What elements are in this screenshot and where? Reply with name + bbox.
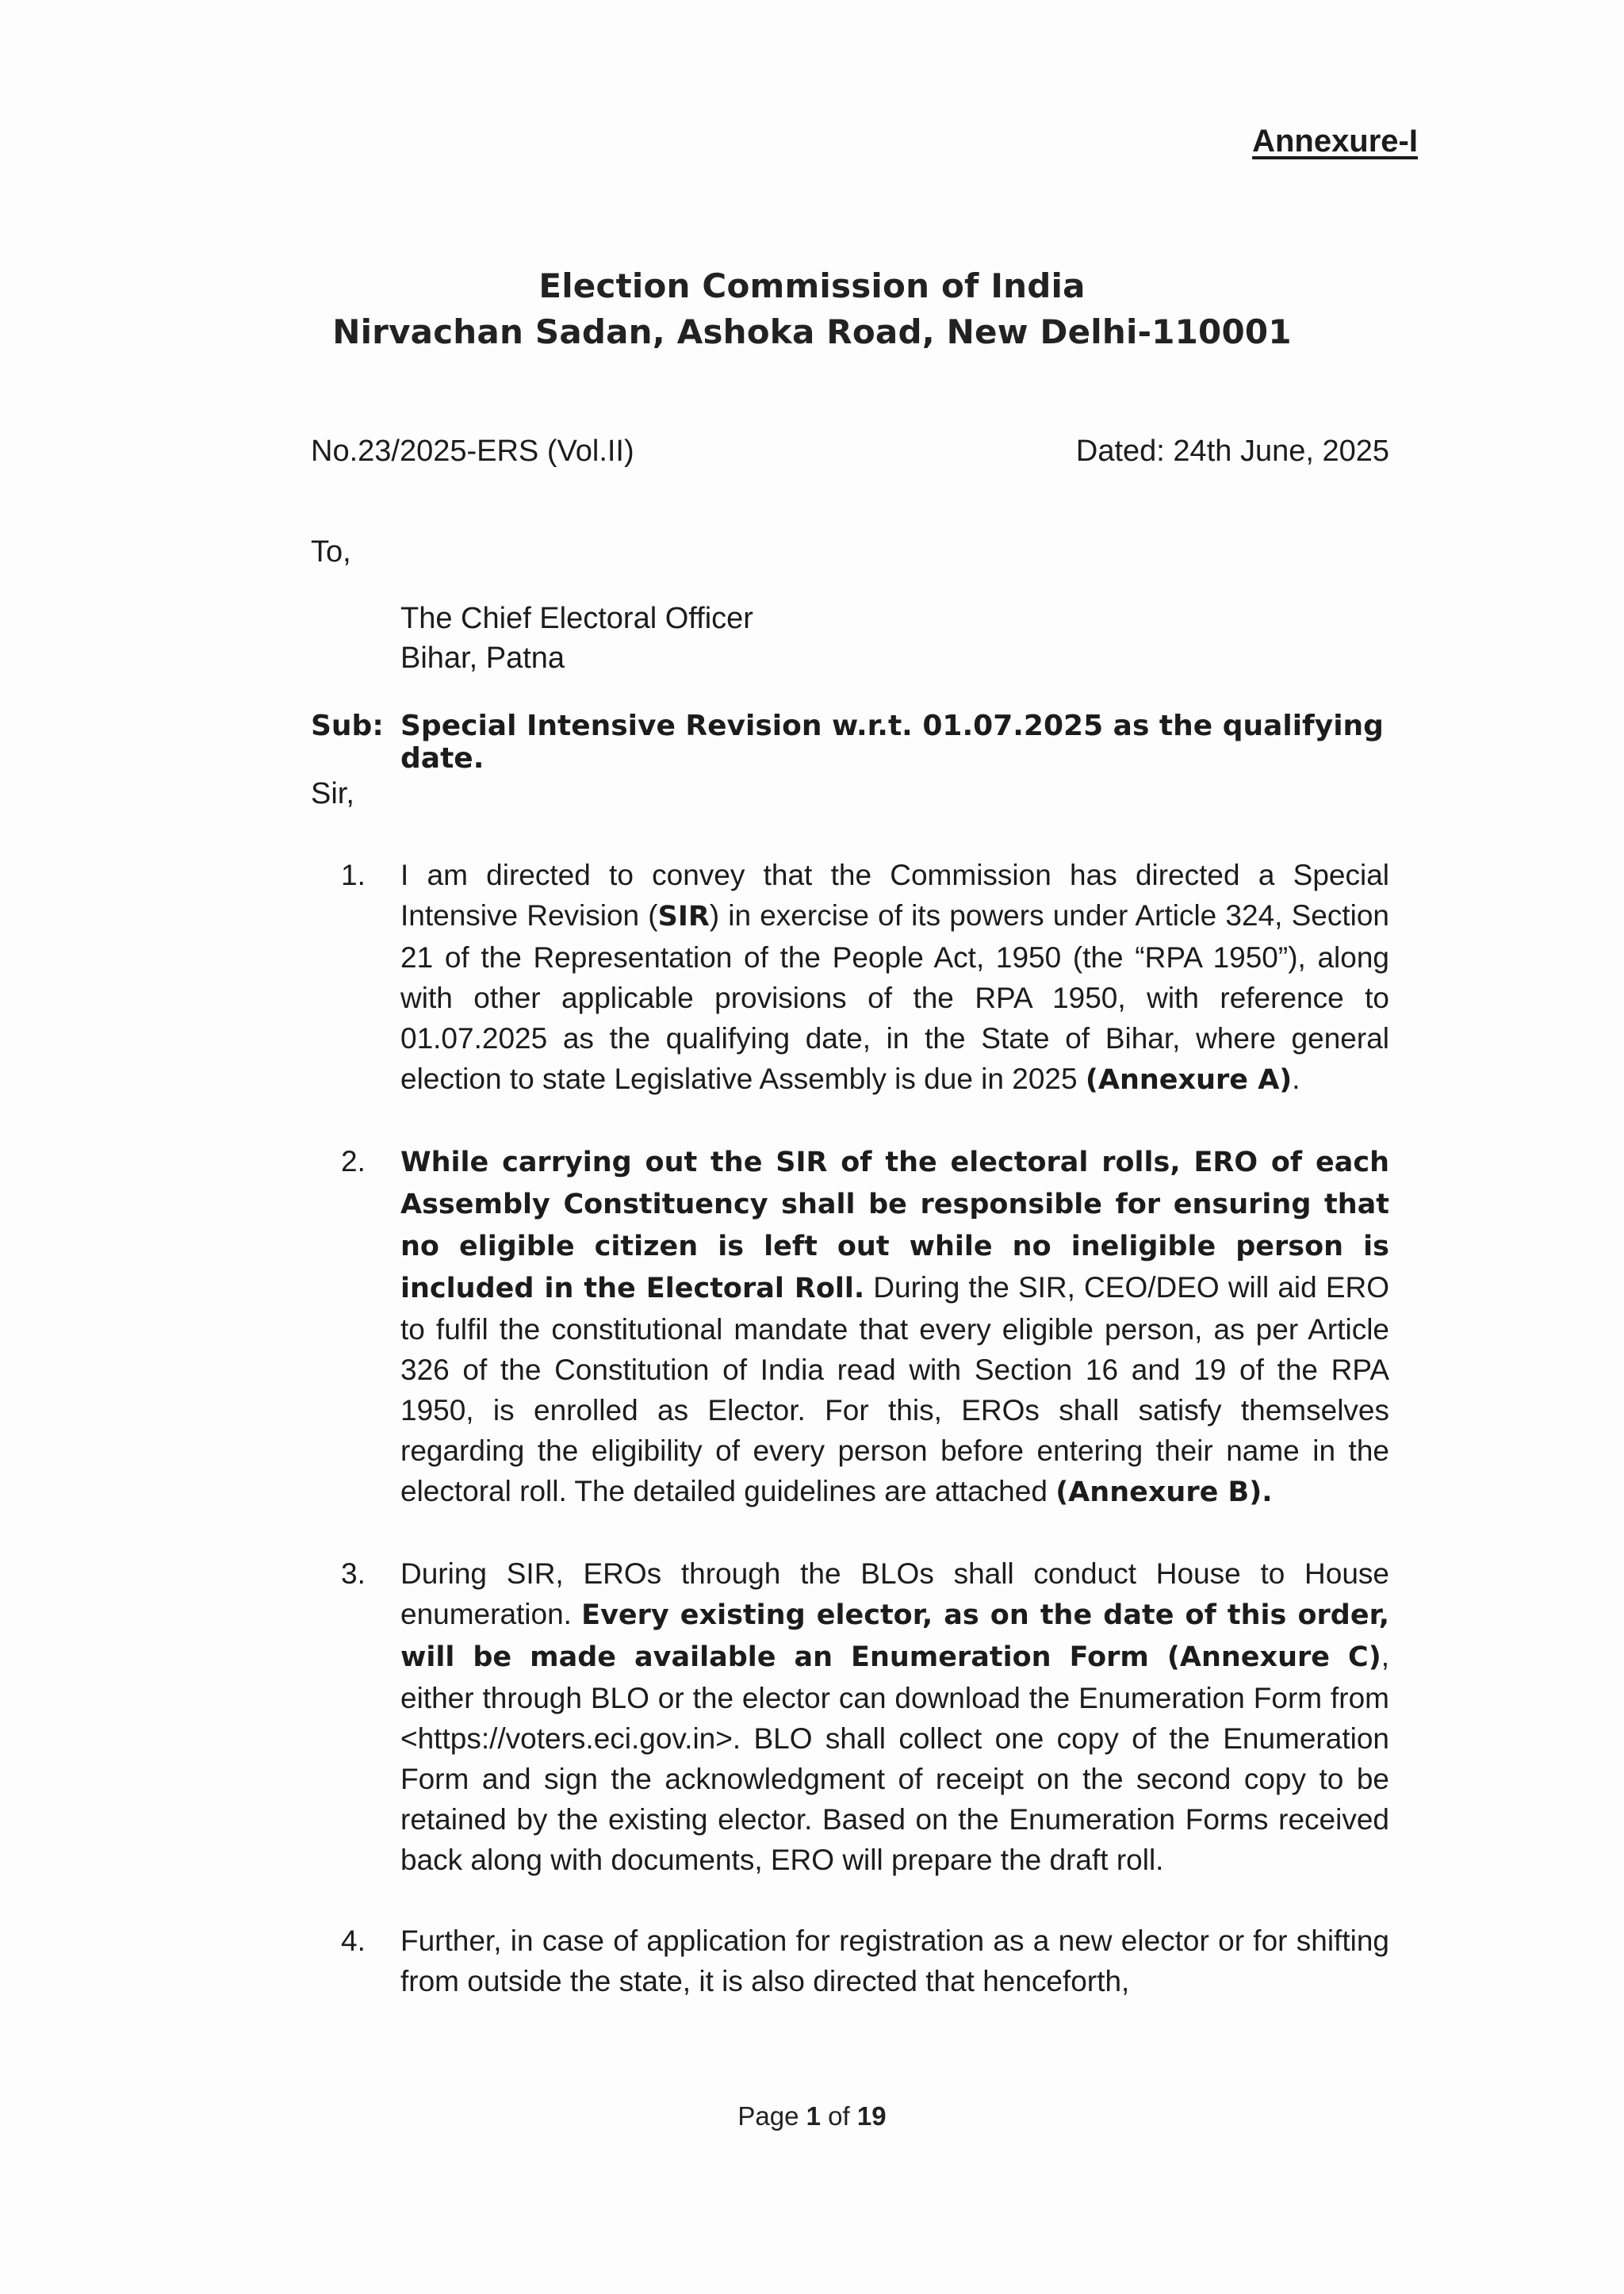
addressee (400, 599, 753, 678)
page-label: Page (737, 2101, 799, 2131)
paragraph-text (400, 1141, 1389, 1513)
addressee-line-2: Bihar, Patna (400, 641, 565, 675)
page-current: 1 (806, 2101, 821, 2131)
text-run: ) in exercise of its powers under Article 324, Section 21 of the Representation of the People Act, 1950 (the “RPA 1950”), along with other applicable provisions of the RPA 1950, with reference to 01.07.2025 as the qualifying date, in the State of Bihar, where general election to state Legislative Assembly is due in 2025 (400, 899, 1389, 1095)
paragraph-text (400, 855, 1389, 1101)
numbered-paragraphs (341, 855, 1389, 2042)
bold-run: (Annexure B). (1055, 1476, 1273, 1508)
letterhead (0, 263, 1624, 355)
paragraph-2 (341, 1141, 1389, 1513)
of-label: of (828, 2101, 850, 2131)
text-run: Further, in case of application for registration as a new elector or for shifting from outside the state, it is also directed that henceforth, (400, 1924, 1389, 1997)
reference-number: No.23/2025-ERS (Vol.II) (311, 435, 634, 468)
text-run: , either through BLO or the elector can download the Enumeration Form from <https://voters.eci.gov.in>. BLO shall collect one copy of the Enumeration Form and sign the acknowledgment of receipt on the second copy to be retained by the existing elector. Based on the Enumeration Forms received back along with documents, ERO will prepare the draft roll. (400, 1640, 1389, 1876)
annexure-label: Annexure-I (1252, 124, 1418, 159)
text-run: . (1292, 1063, 1300, 1095)
reference-date: Dated: 24th June, 2025 (1075, 435, 1389, 468)
paragraph-number: 4. (341, 1924, 366, 1957)
salutation: Sir, (311, 777, 354, 810)
text-run: I am directed to convey that the Commission has directed a Special Intensive Revision ( (400, 859, 1389, 932)
subject-text: Special Intensive Revision w.r.t. 01.07.2025 as the qualifying date. (400, 710, 1384, 775)
bold-run: SIR (657, 901, 710, 933)
text-run: During the SIR, CEO/DEO will aid ERO to fulfil the constitutional mandate that every eligible person, as per Article 326 of the Constitution of India read with Section 16 and 19 of the RPA 1950, is enrolled as Elector. For this, EROs shall satisfy themselves regarding the eligibility of every person before entering their name in the electoral roll. The detailed guidelines are attached (400, 1271, 1389, 1507)
paragraph-text (400, 1553, 1389, 1880)
bold-run: Every existing elector, as on the date of this order, will be made available an Enumeration Form (Annexure C) (400, 1599, 1389, 1673)
subject-label: Sub: (311, 710, 384, 742)
addressee-line-1: The Chief Electoral Officer (400, 602, 753, 635)
paragraph-number: 2. (341, 1145, 366, 1178)
paragraph-1 (341, 855, 1389, 1101)
page-footer (0, 2101, 1624, 2131)
to-label: To, (311, 535, 351, 569)
paragraph-number: 1. (341, 859, 366, 891)
letterhead-org: Election Commission of India (538, 266, 1086, 305)
bold-run: (Annexure A) (1085, 1064, 1293, 1096)
subject-line (311, 710, 1421, 775)
paragraph-3 (341, 1553, 1389, 1880)
letterhead-address: Nirvachan Sadan, Ashoka Road, New Delhi-110001 (332, 312, 1292, 351)
paragraph-4 (341, 1921, 1389, 2001)
paragraph-text (400, 1921, 1389, 2001)
paragraph-number: 3. (341, 1557, 366, 1590)
page-total: 19 (856, 2101, 887, 2131)
bold-run: While carrying out the SIR of the electoral rolls, ERO of each Assembly Constituency shall be responsible for ensuring that no eligible citizen is left out while no ineligible person is included in the Electoral Roll. (400, 1147, 1389, 1304)
text-run: During SIR, EROs through the BLOs shall conduct House to House enumeration. (400, 1557, 1389, 1630)
reference-line (311, 435, 1389, 469)
